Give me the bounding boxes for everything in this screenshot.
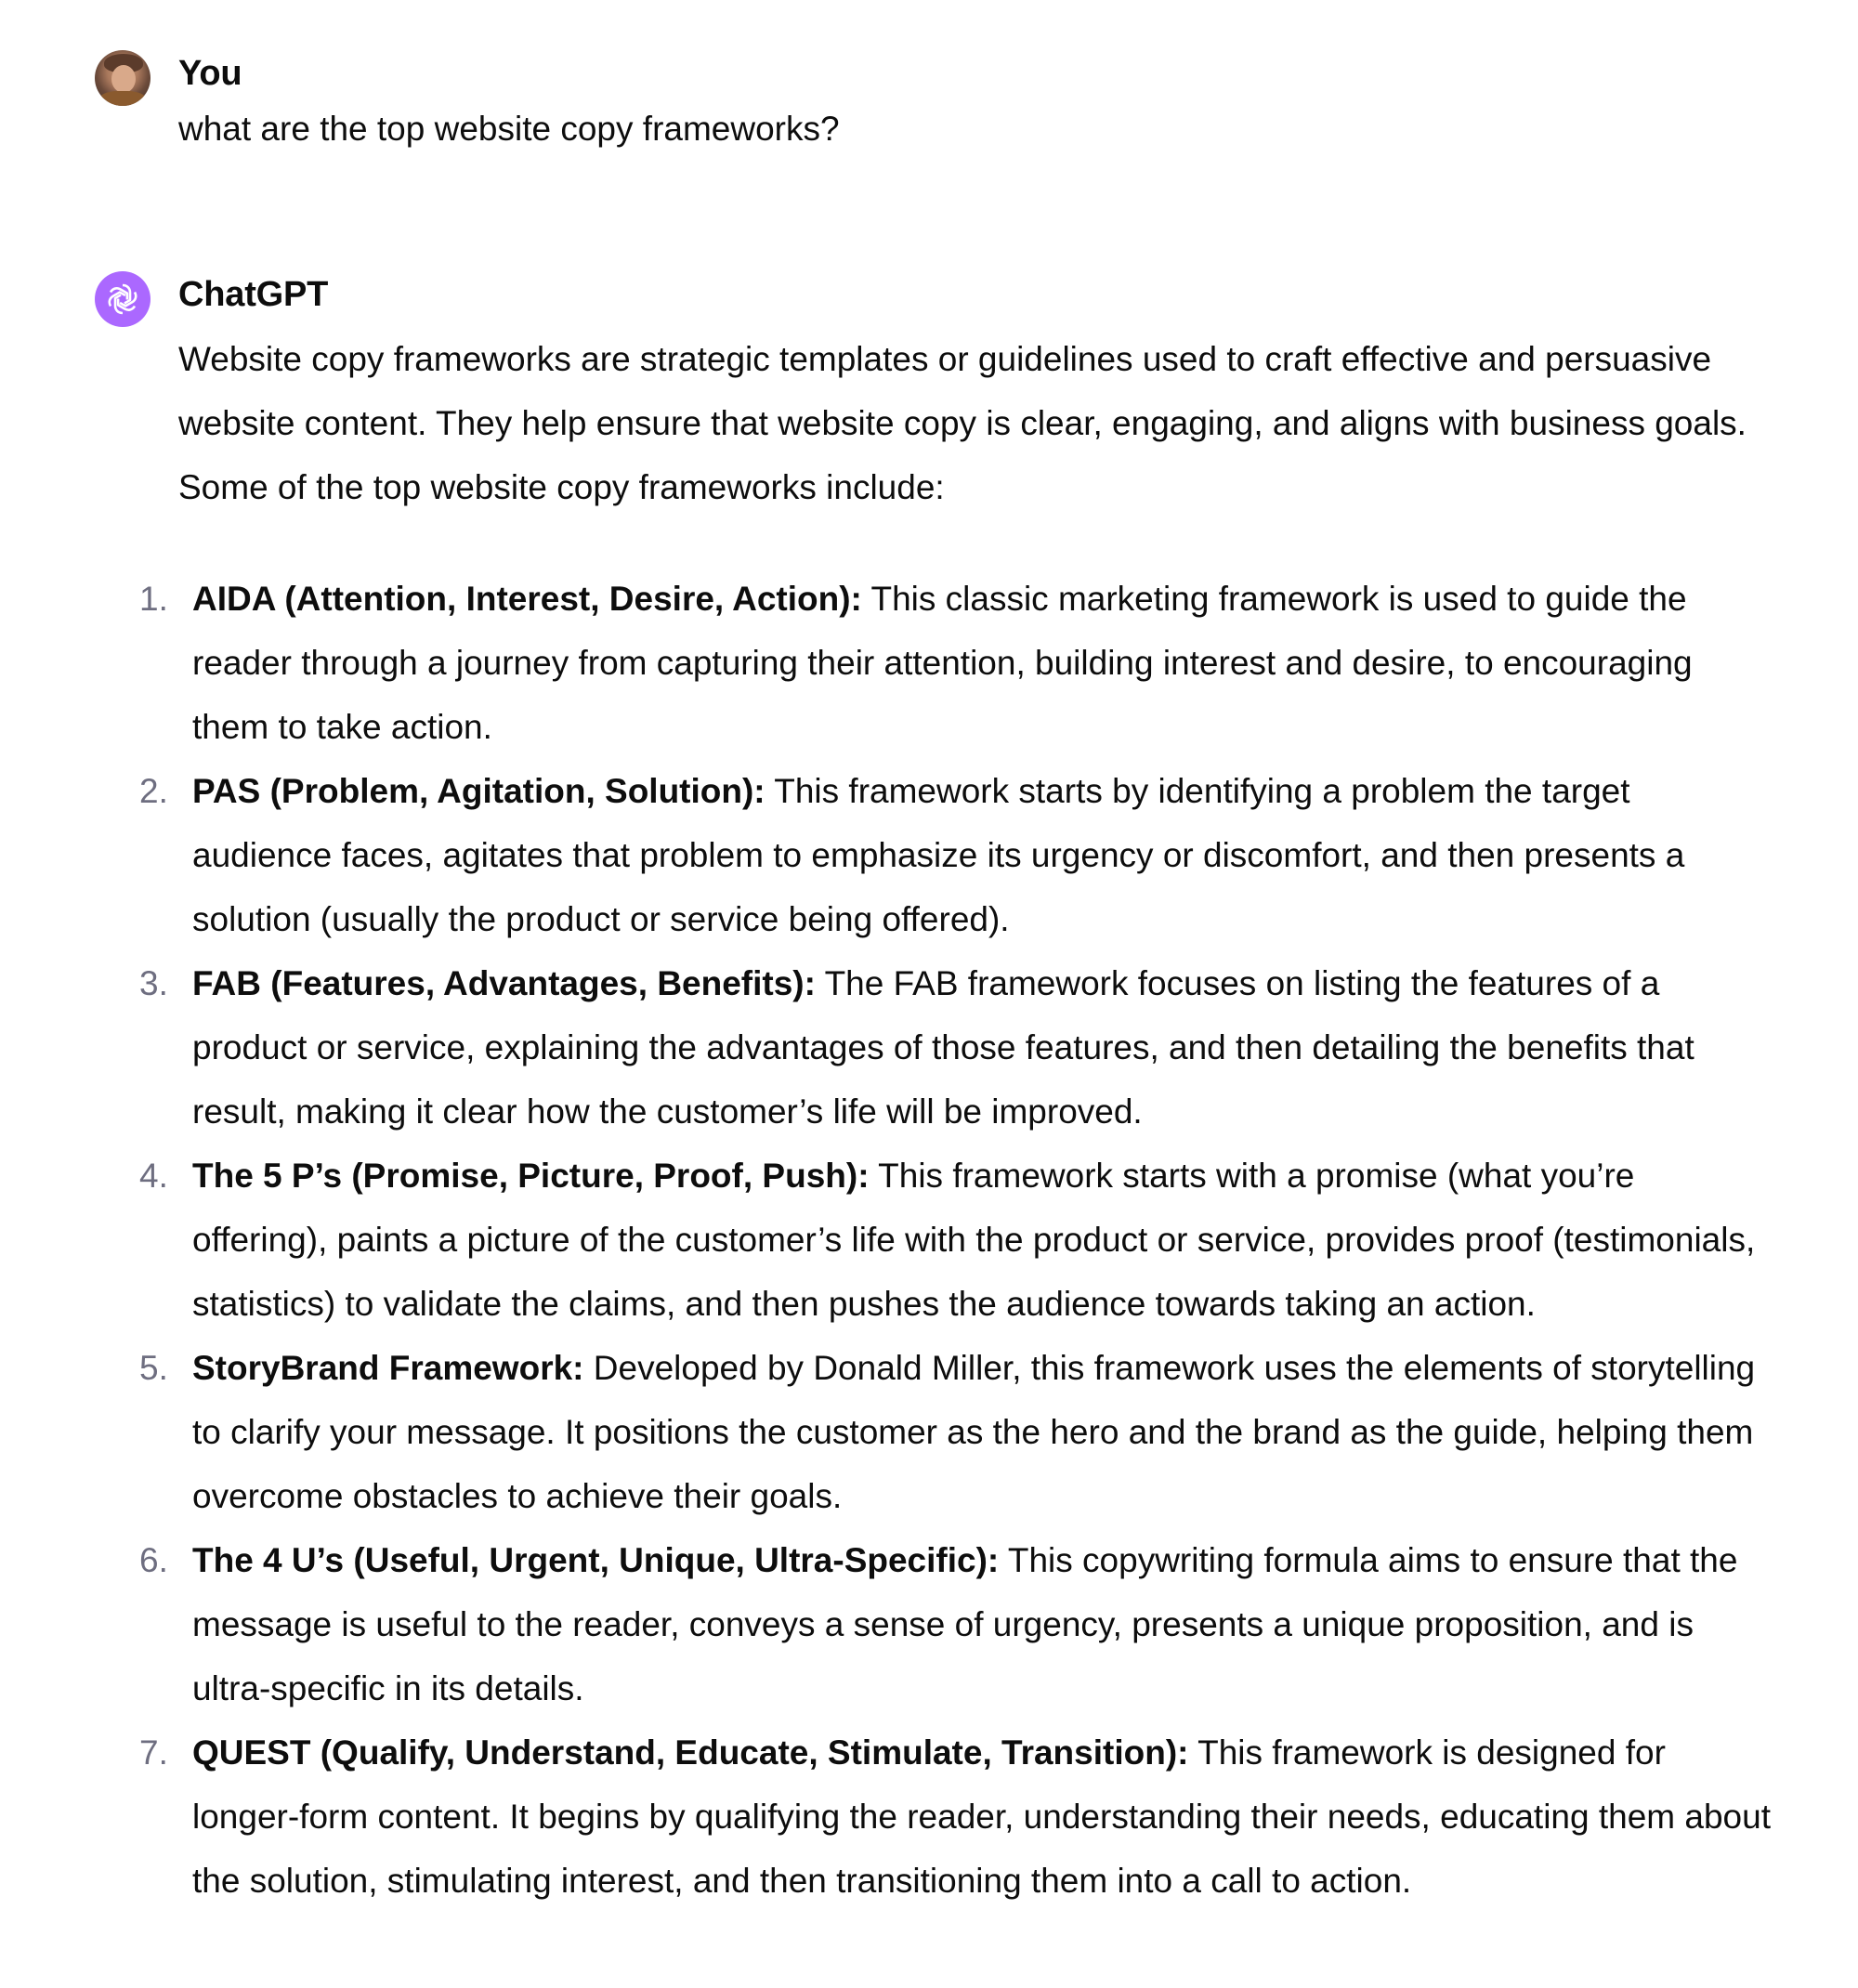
user-message-text: what are the top website copy frameworks? bbox=[178, 110, 840, 148]
user-avatar bbox=[95, 50, 150, 106]
framework-title: StoryBrand Framework: bbox=[192, 1349, 584, 1387]
list-number: 6. bbox=[139, 1541, 168, 1579]
list-number: 1. bbox=[139, 580, 168, 618]
list-number: 3. bbox=[139, 964, 168, 1002]
list-item bbox=[0, 567, 1858, 759]
list-number: 2. bbox=[139, 772, 168, 810]
framework-title: FAB (Features, Advantages, Benefits): bbox=[192, 964, 816, 1002]
framework-description: This framework starts by identifying a problem the target audience faces, agitates that problem to emphasize its urgency or discomfort, and then presents a solution (usually the product or service being offered). bbox=[192, 772, 1685, 938]
framework-description: This copywriting formula aims to ensure that the message is useful to the reader, conveys a sense of urgency, presents a unique proposition, and is ultra-specific in its details. bbox=[192, 1541, 1738, 1707]
framework-description: The FAB framework focuses on listing the features of a product or service, explaining the advantages of those features, and then detailing the benefits that result, making it clear how the customer’s life will be improved. bbox=[192, 964, 1694, 1131]
framework-list bbox=[0, 567, 1858, 1913]
list-number: 5. bbox=[139, 1349, 168, 1387]
framework-title: QUEST (Qualify, Understand, Educate, Stimulate, Transition): bbox=[192, 1733, 1189, 1772]
user-author-name: You bbox=[178, 54, 242, 93]
list-item bbox=[0, 951, 1858, 1144]
list-item bbox=[0, 1720, 1858, 1913]
list-item bbox=[0, 1336, 1858, 1528]
framework-title: The 4 U’s (Useful, Urgent, Unique, Ultra-Specific): bbox=[192, 1541, 1000, 1579]
framework-title: The 5 P’s (Promise, Picture, Proof, Push): bbox=[192, 1157, 870, 1195]
assistant-intro-text: Website copy frameworks are strategic templates or guidelines used to craft effective and persuasive website content. They help ensure that website copy is clear, engaging, and aligns with business goals. Some of the top website copy frameworks include: bbox=[178, 340, 1747, 506]
list-number: 7. bbox=[139, 1733, 168, 1772]
framework-title: PAS (Problem, Agitation, Solution): bbox=[192, 772, 765, 810]
framework-title: AIDA (Attention, Interest, Desire, Action): bbox=[192, 580, 862, 618]
framework-description: This classic marketing framework is used to guide the reader through a journey from capturing their attention, building interest and desire, to encouraging them to take action. bbox=[192, 580, 1693, 746]
framework-description: This framework starts with a promise (what you’re offering), paints a picture of the customer’s life with the product or service, provides proof (testimonials, statistics) to validate the claims, and then pushes the audience towards taking an action. bbox=[192, 1157, 1756, 1323]
list-item bbox=[0, 759, 1858, 951]
openai-logo-icon bbox=[103, 280, 142, 319]
chatgpt-avatar bbox=[95, 271, 150, 327]
list-number: 4. bbox=[139, 1157, 168, 1195]
assistant-author-name: ChatGPT bbox=[178, 275, 329, 314]
framework-description: This framework is designed for longer-form content. It begins by qualifying the reader, understanding their needs, educating them about the solution, stimulating interest, and then transitioning them into a call to action. bbox=[192, 1733, 1771, 1900]
framework-description: Developed by Donald Miller, this framework uses the elements of storytelling to clarify your message. It positions the customer as the hero and the brand as the guide, helping them overcome obstacles to achieve their goals. bbox=[192, 1349, 1756, 1515]
list-item bbox=[0, 1144, 1858, 1336]
list-item bbox=[0, 1528, 1858, 1720]
